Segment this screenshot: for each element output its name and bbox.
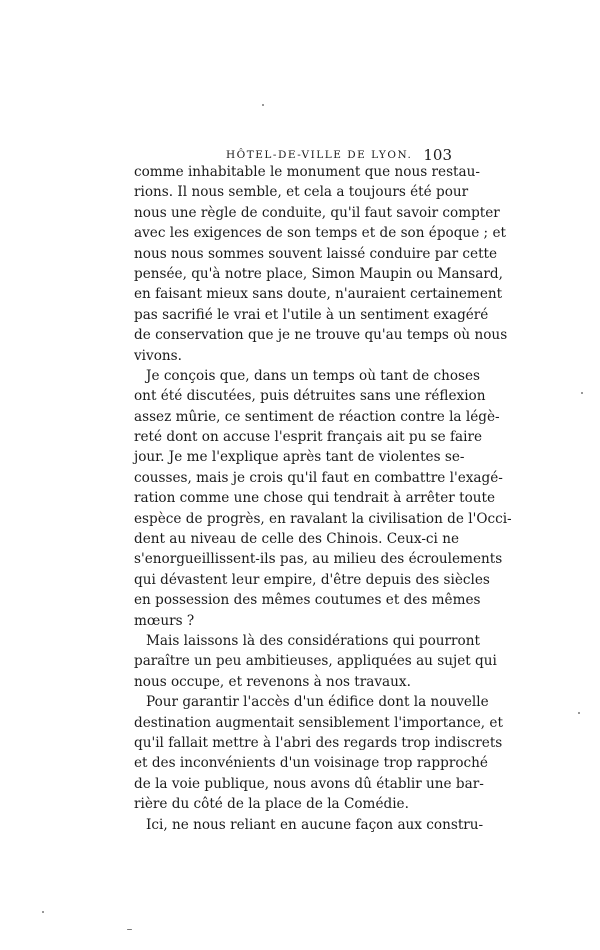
text-line: de la voie publique, nous avons dû établir une bar- — [134, 775, 484, 792]
text-line: vivons. — [134, 347, 182, 364]
text-line: paraître un peu ambitieuses, appliquées au sujet qui — [134, 653, 497, 670]
text-line: ration comme une chose qui tendrait à arrêter toute — [134, 490, 496, 507]
text-line: nous une règle de conduite, qu'il faut savoir compter — [134, 204, 500, 221]
text-line: espèce de progrès, en ravalant la civilisation de l'Occi- — [134, 510, 512, 527]
body-text — [134, 162, 512, 835]
text-line: nous nous sommes souvent laissé conduire par cette — [134, 245, 498, 262]
text-line: pas sacrifié le vrai et l'utile à un sentiment exagéré — [134, 306, 489, 323]
text-line: pensée, qu'à notre place, Simon Maupin ou Mansard, — [134, 265, 503, 282]
running-title: HÔTEL-DE-VILLE DE LYON. — [226, 149, 413, 161]
text-line: ont été discutées, puis détruites sans une réflexion — [134, 388, 486, 405]
text-line: Je conçois que, dans un temps où tant de choses — [146, 367, 481, 384]
text-line: qui dévastent leur empire, d'être depuis des siècles — [134, 571, 490, 588]
scan-speck — [578, 712, 580, 714]
text-line: comme inhabitable le monument que nous restau- — [134, 164, 480, 180]
text-line: Mais laissons là des considérations qui pourront — [146, 632, 480, 649]
text-line: et des inconvénients d'un voisinage trop rapproché — [134, 755, 488, 772]
scan-speck — [581, 392, 583, 394]
scan-speck — [262, 104, 264, 106]
text-line: cousses, mais je crois qu'il faut en combattre l'exagé- — [134, 469, 503, 486]
text-line: nous occupe, et revenons à nos travaux. — [134, 673, 411, 690]
text-line: rions. Il nous semble, et cela a toujours été pour — [134, 184, 469, 201]
text-line: avec les exigences de son temps et de son époque ; et — [134, 225, 506, 242]
text-line: dent au niveau de celle des Chinois. Ceux-ci ne — [134, 531, 460, 548]
text-line: jour. Je me l'explique après tant de violentes se- — [134, 449, 465, 466]
text-line: en faisant mieux sans doute, n'auraient certainement — [134, 286, 503, 303]
text-line: reté dont on accuse l'esprit français ait pu se faire — [134, 429, 483, 446]
text-line: en possession des mêmes coutumes et des mêmes — [134, 592, 481, 609]
page-number: 103 — [423, 146, 452, 164]
text-line: de conservation que je ne trouve qu'au temps où nous — [134, 327, 508, 344]
text-line: rière du côté de la place de la Comédie. — [134, 796, 409, 813]
text-line: Pour garantir l'accès d'un édifice dont la nouvelle — [146, 694, 489, 711]
text-line: Ici, ne nous reliant en aucune façon aux constru- — [146, 816, 484, 833]
text-line: s'enorgueillissent-ils pas, au milieu des écroulements — [134, 551, 503, 568]
text-line: mœurs ? — [134, 612, 195, 629]
text-line: qu'il fallait mettre à l'abri des regards trop indiscrets — [134, 734, 503, 751]
text-line: assez mûrie, ce sentiment de réaction contre la légè- — [134, 408, 500, 425]
scan-speck — [42, 911, 44, 913]
text-line: destination augmentait sensiblement l'importance, et — [134, 714, 503, 731]
scan-speck — [127, 929, 132, 930]
